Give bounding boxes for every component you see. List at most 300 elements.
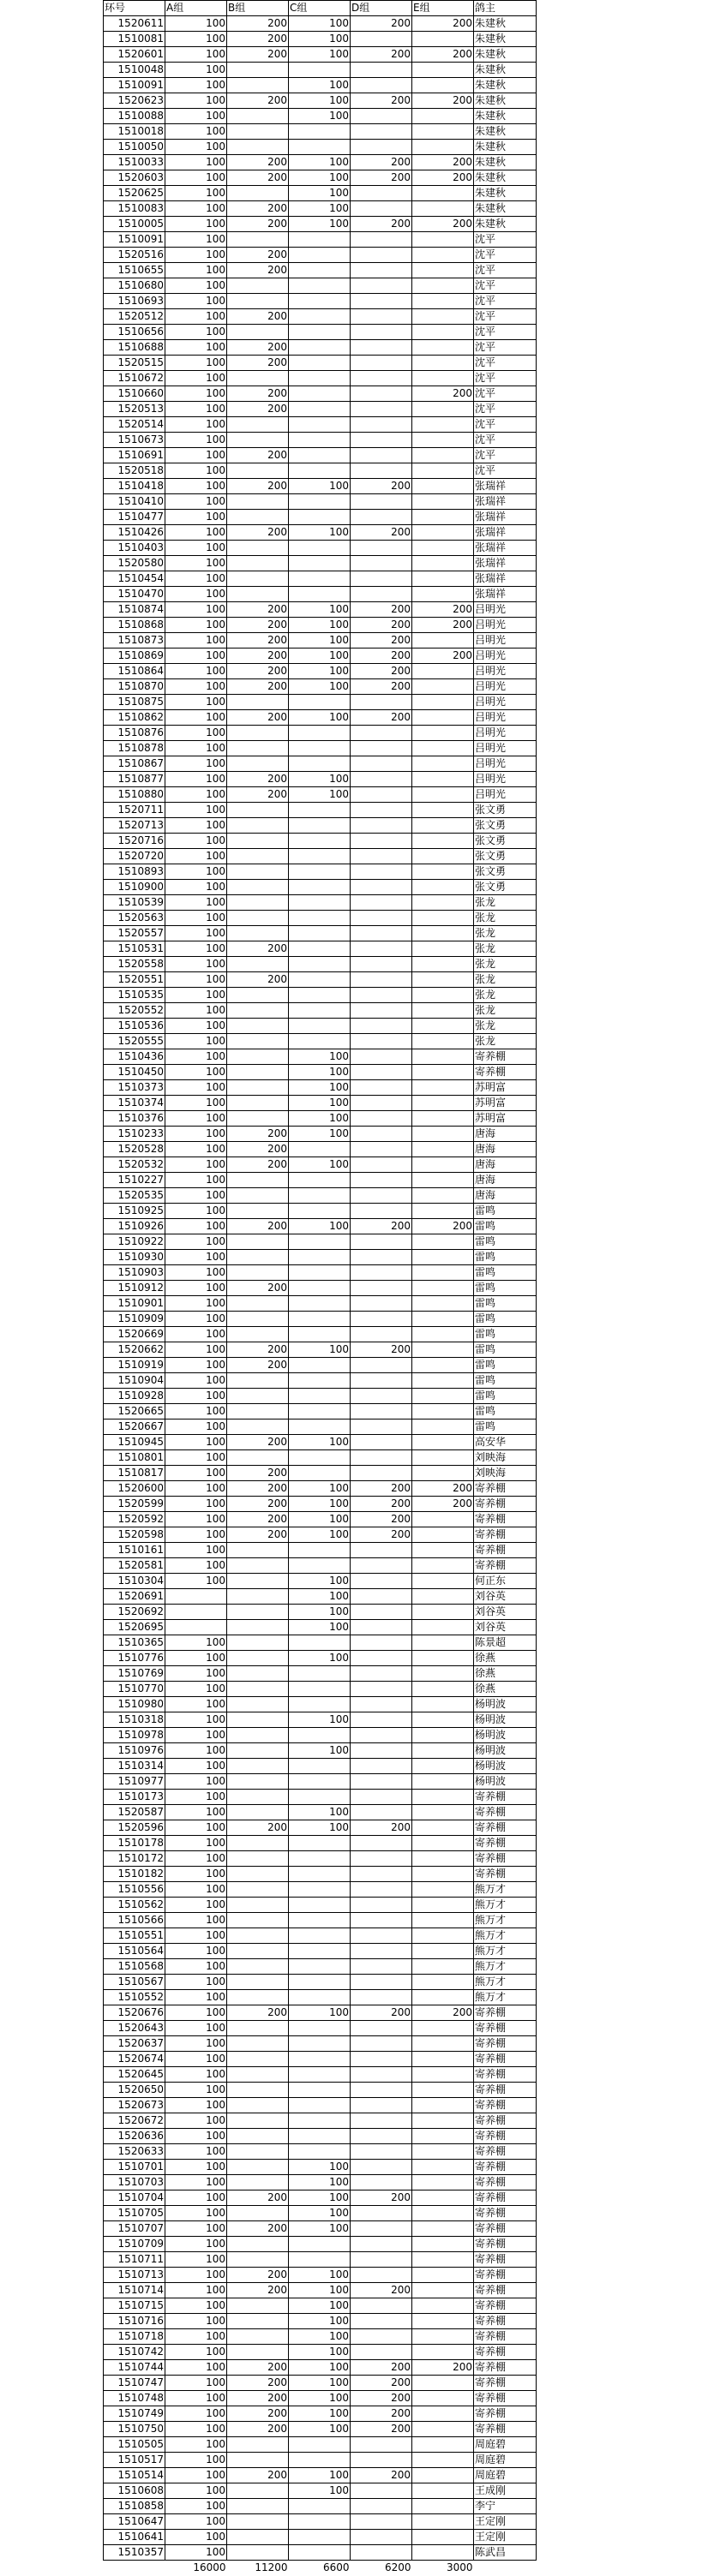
group-fee-cell: 100 bbox=[165, 1651, 227, 1666]
group-fee-cell: 100 bbox=[165, 1466, 227, 1481]
owner-cell: 吕明光 bbox=[474, 787, 537, 803]
group-fee-cell bbox=[289, 1188, 351, 1204]
group-fee-cell bbox=[227, 2052, 289, 2067]
group-fee-cell bbox=[289, 2252, 351, 2268]
table-row bbox=[104, 741, 537, 756]
group-fee-cell: 200 bbox=[351, 217, 412, 232]
group-fee-cell: 200 bbox=[351, 2190, 412, 2206]
group-fee-cell: 100 bbox=[165, 386, 227, 402]
group-fee-cell: 200 bbox=[351, 633, 412, 648]
group-fee-cell bbox=[289, 2499, 351, 2514]
group-fee-cell bbox=[351, 1281, 412, 1296]
table-row bbox=[104, 1435, 537, 1450]
group-fee-cell bbox=[227, 78, 289, 93]
group-fee-cell: 200 bbox=[351, 2391, 412, 2406]
group-fee-cell bbox=[412, 2268, 474, 2283]
group-fee-cell bbox=[227, 1389, 289, 1404]
group-fee-cell bbox=[289, 2113, 351, 2129]
group-fee-cell bbox=[227, 109, 289, 124]
group-fee-cell: 100 bbox=[165, 664, 227, 679]
table-row bbox=[104, 1250, 537, 1265]
group-fee-cell bbox=[351, 726, 412, 741]
group-fee-cell: 100 bbox=[289, 664, 351, 679]
ring-number-cell: 1520673 bbox=[104, 2098, 165, 2113]
group-fee-cell bbox=[412, 510, 474, 525]
owner-cell: 雷鸣 bbox=[474, 1389, 537, 1404]
group-fee-cell bbox=[289, 124, 351, 140]
group-fee-cell bbox=[289, 2129, 351, 2144]
owner-cell: 朱建秋 bbox=[474, 78, 537, 93]
group-fee-cell: 100 bbox=[289, 2160, 351, 2175]
group-fee-cell: 100 bbox=[289, 1127, 351, 1142]
owner-cell: 吕明光 bbox=[474, 741, 537, 756]
group-fee-cell: 100 bbox=[289, 648, 351, 664]
owner-cell: 寄养棚 bbox=[474, 2391, 537, 2406]
group-fee-cell: 100 bbox=[165, 340, 227, 356]
group-fee-cell bbox=[227, 541, 289, 556]
table-row bbox=[104, 2376, 537, 2391]
table-row bbox=[104, 1003, 537, 1019]
group-fee-cell bbox=[412, 1820, 474, 1836]
group-fee-cell: 100 bbox=[165, 1080, 227, 1096]
group-fee-cell bbox=[412, 741, 474, 756]
table-row bbox=[104, 1651, 537, 1666]
group-fee-cell bbox=[412, 1728, 474, 1743]
group-fee-cell bbox=[412, 124, 474, 140]
owner-cell: 张龙 bbox=[474, 1019, 537, 1034]
table-row bbox=[104, 263, 537, 278]
ring-number-cell: 1510182 bbox=[104, 1867, 165, 1882]
group-fee-cell: 200 bbox=[412, 602, 474, 618]
group-fee-cell bbox=[289, 1682, 351, 1697]
group-fee-cell: 100 bbox=[165, 1327, 227, 1342]
group-fee-cell bbox=[289, 941, 351, 957]
table-row bbox=[104, 2530, 537, 2545]
ring-number-cell: 1510608 bbox=[104, 2483, 165, 2499]
group-fee-cell bbox=[289, 1250, 351, 1265]
table-row bbox=[104, 1281, 537, 1296]
group-fee-cell bbox=[227, 1327, 289, 1342]
owner-cell: 张文勇 bbox=[474, 864, 537, 880]
ring-number-cell: 1510318 bbox=[104, 1712, 165, 1728]
owner-cell: 沈平 bbox=[474, 263, 537, 278]
group-fee-cell: 200 bbox=[227, 972, 289, 988]
owner-cell: 张龙 bbox=[474, 972, 537, 988]
table-row bbox=[104, 2237, 537, 2252]
table-row bbox=[104, 2144, 537, 2160]
ring-number-cell: 1520513 bbox=[104, 402, 165, 417]
group-fee-cell bbox=[351, 2221, 412, 2237]
ring-number-cell: 1520515 bbox=[104, 356, 165, 371]
group-fee-cell: 200 bbox=[227, 155, 289, 170]
ring-number-cell: 1510531 bbox=[104, 941, 165, 957]
group-fee-cell: 100 bbox=[165, 772, 227, 787]
owner-cell: 张文勇 bbox=[474, 880, 537, 895]
table-row bbox=[104, 2221, 537, 2237]
group-fee-cell: 100 bbox=[289, 2206, 351, 2221]
group-fee-cell: 100 bbox=[165, 1497, 227, 1512]
group-fee-cell: 100 bbox=[289, 93, 351, 109]
group-fee-cell bbox=[227, 1867, 289, 1882]
group-fee-cell bbox=[289, 1558, 351, 1574]
table-row bbox=[104, 1373, 537, 1389]
table-row bbox=[104, 1851, 537, 1867]
group-fee-cell: 200 bbox=[227, 2268, 289, 2283]
owner-cell: 寄养棚 bbox=[474, 2206, 537, 2221]
group-fee-cell bbox=[412, 1928, 474, 1944]
group-fee-cell: 200 bbox=[227, 2283, 289, 2298]
ring-number-cell: 1510903 bbox=[104, 1265, 165, 1281]
ring-number-cell: 1510930 bbox=[104, 1250, 165, 1265]
table-row bbox=[104, 1512, 537, 1527]
group-fee-cell bbox=[289, 294, 351, 309]
table-body bbox=[104, 16, 537, 2561]
group-fee-cell bbox=[412, 1882, 474, 1898]
group-fee-cell bbox=[351, 941, 412, 957]
group-fee-cell bbox=[351, 140, 412, 155]
ring-number-cell: 1510376 bbox=[104, 1111, 165, 1127]
group-fee-cell bbox=[412, 248, 474, 263]
ring-number-cell: 1510877 bbox=[104, 772, 165, 787]
table-row bbox=[104, 787, 537, 803]
group-fee-cell bbox=[412, 895, 474, 911]
table-row bbox=[104, 2468, 537, 2483]
group-fee-cell bbox=[412, 1188, 474, 1204]
group-fee-cell bbox=[412, 1003, 474, 1019]
totals-row bbox=[104, 2561, 537, 2576]
group-fee-cell bbox=[412, 1790, 474, 1805]
table-row bbox=[104, 63, 537, 78]
owner-cell: 雷鸣 bbox=[474, 1312, 537, 1327]
group-fee-cell bbox=[289, 2067, 351, 2083]
ring-number-cell: 1510536 bbox=[104, 1019, 165, 1034]
group-fee-cell: 100 bbox=[289, 2175, 351, 2190]
group-fee-cell bbox=[351, 1558, 412, 1574]
owner-cell: 张文勇 bbox=[474, 849, 537, 864]
group-fee-cell bbox=[351, 2113, 412, 2129]
ring-number-cell: 1510233 bbox=[104, 1127, 165, 1142]
group-fee-cell bbox=[227, 864, 289, 880]
group-fee-cell: 100 bbox=[165, 556, 227, 571]
group-fee-cell bbox=[227, 2160, 289, 2175]
group-fee-cell bbox=[227, 1111, 289, 1127]
group-fee-cell bbox=[289, 1281, 351, 1296]
table-row bbox=[104, 371, 537, 386]
table-row bbox=[104, 1157, 537, 1173]
owner-cell: 寄养棚 bbox=[474, 2160, 537, 2175]
group-fee-cell bbox=[227, 571, 289, 587]
group-fee-cell bbox=[289, 1003, 351, 1019]
group-fee-cell bbox=[351, 1003, 412, 1019]
owner-cell: 李宁 bbox=[474, 2499, 537, 2514]
group-fee-cell bbox=[351, 1450, 412, 1466]
group-fee-cell bbox=[351, 1419, 412, 1435]
group-fee-cell bbox=[227, 2036, 289, 2052]
group-fee-cell bbox=[289, 1450, 351, 1466]
group-fee-cell: 100 bbox=[289, 479, 351, 494]
table-row bbox=[104, 2406, 537, 2422]
group-fee-cell: 100 bbox=[165, 402, 227, 417]
group-fee-cell bbox=[351, 1712, 412, 1728]
group-fee-cell: 100 bbox=[165, 1944, 227, 1959]
table-row bbox=[104, 1635, 537, 1651]
ring-number-cell: 1510688 bbox=[104, 340, 165, 356]
group-fee-cell bbox=[289, 2545, 351, 2561]
group-fee-cell bbox=[289, 2052, 351, 2067]
owner-cell: 朱建秋 bbox=[474, 201, 537, 217]
group-fee-cell bbox=[351, 201, 412, 217]
total-cell bbox=[104, 2561, 165, 2576]
group-fee-cell: 100 bbox=[289, 201, 351, 217]
column-header: A组 bbox=[165, 1, 227, 16]
table-row bbox=[104, 1836, 537, 1851]
group-fee-cell bbox=[289, 2237, 351, 2252]
total-cell: 3000 bbox=[412, 2561, 474, 2576]
group-fee-cell: 200 bbox=[227, 602, 289, 618]
owner-cell: 寄养棚 bbox=[474, 2283, 537, 2298]
group-fee-cell bbox=[412, 1419, 474, 1435]
group-fee-cell bbox=[289, 402, 351, 417]
table-row bbox=[104, 309, 537, 325]
ring-number-cell: 1520599 bbox=[104, 1497, 165, 1512]
group-fee-cell: 200 bbox=[412, 1497, 474, 1512]
group-fee-cell: 100 bbox=[165, 818, 227, 834]
group-fee-cell bbox=[412, 803, 474, 818]
group-fee-cell: 100 bbox=[165, 849, 227, 864]
group-fee-cell: 100 bbox=[165, 1373, 227, 1389]
group-fee-cell bbox=[412, 1466, 474, 1481]
owner-cell: 寄养棚 bbox=[474, 2268, 537, 2283]
group-fee-cell bbox=[412, 2190, 474, 2206]
group-fee-cell bbox=[412, 556, 474, 571]
owner-cell: 雷鸣 bbox=[474, 1250, 537, 1265]
table-row bbox=[104, 571, 537, 587]
table-row bbox=[104, 926, 537, 941]
group-fee-cell bbox=[351, 849, 412, 864]
group-fee-cell: 200 bbox=[227, 2406, 289, 2422]
group-fee-cell: 100 bbox=[165, 1743, 227, 1759]
table-row bbox=[104, 2113, 537, 2129]
owner-cell: 寄养棚 bbox=[474, 2406, 537, 2422]
group-fee-cell: 100 bbox=[289, 679, 351, 695]
ring-number-cell: 1510749 bbox=[104, 2406, 165, 2422]
ring-number-cell: 1510660 bbox=[104, 386, 165, 402]
group-fee-cell bbox=[289, 1975, 351, 1990]
table-row bbox=[104, 32, 537, 47]
group-fee-cell bbox=[351, 1635, 412, 1651]
table-row bbox=[104, 2298, 537, 2314]
group-fee-cell: 100 bbox=[165, 1281, 227, 1296]
owner-cell: 张瑞祥 bbox=[474, 541, 537, 556]
ring-number-cell: 1510876 bbox=[104, 726, 165, 741]
group-fee-cell: 200 bbox=[412, 618, 474, 633]
group-fee-cell bbox=[351, 587, 412, 602]
group-fee-cell: 200 bbox=[351, 664, 412, 679]
group-fee-cell: 100 bbox=[165, 2499, 227, 2514]
group-fee-cell: 200 bbox=[351, 1219, 412, 1234]
group-fee-cell bbox=[289, 988, 351, 1003]
group-fee-cell: 100 bbox=[165, 1805, 227, 1820]
group-fee-cell: 200 bbox=[227, 448, 289, 463]
group-fee-cell bbox=[289, 587, 351, 602]
group-fee-cell bbox=[351, 2545, 412, 2561]
owner-cell: 寄养棚 bbox=[474, 2129, 537, 2144]
owner-cell: 刘映海 bbox=[474, 1450, 537, 1466]
group-fee-cell bbox=[412, 2345, 474, 2360]
ring-number-cell: 1520532 bbox=[104, 1157, 165, 1173]
group-fee-cell: 100 bbox=[165, 2036, 227, 2052]
group-fee-cell: 100 bbox=[165, 756, 227, 772]
ring-number-cell: 1520512 bbox=[104, 309, 165, 325]
group-fee-cell bbox=[412, 2021, 474, 2036]
group-fee-cell bbox=[227, 1790, 289, 1805]
group-fee-cell bbox=[412, 2175, 474, 2190]
group-fee-cell: 100 bbox=[289, 2345, 351, 2360]
group-fee-cell bbox=[412, 1913, 474, 1928]
group-fee-cell bbox=[412, 32, 474, 47]
group-fee-cell bbox=[351, 278, 412, 294]
group-fee-cell: 100 bbox=[165, 1435, 227, 1450]
owner-cell: 寄养棚 bbox=[474, 1527, 537, 1543]
ring-number-cell: 1510874 bbox=[104, 602, 165, 618]
group-fee-cell bbox=[351, 124, 412, 140]
group-fee-cell bbox=[412, 1435, 474, 1450]
owner-cell: 张瑞祥 bbox=[474, 587, 537, 602]
group-fee-cell bbox=[289, 541, 351, 556]
group-fee-cell bbox=[351, 1173, 412, 1188]
group-fee-cell bbox=[351, 433, 412, 448]
group-fee-cell bbox=[412, 2376, 474, 2391]
group-fee-cell: 100 bbox=[165, 1419, 227, 1435]
group-fee-cell bbox=[412, 849, 474, 864]
ring-number-cell: 1520535 bbox=[104, 1188, 165, 1204]
group-fee-cell: 200 bbox=[351, 1512, 412, 1527]
group-fee-cell bbox=[227, 1065, 289, 1080]
group-fee-cell: 100 bbox=[165, 2021, 227, 2036]
group-fee-cell bbox=[412, 2530, 474, 2545]
owner-cell: 雷鸣 bbox=[474, 1296, 537, 1312]
group-fee-cell: 100 bbox=[165, 2283, 227, 2298]
table-row bbox=[104, 2283, 537, 2298]
group-fee-cell: 100 bbox=[165, 371, 227, 386]
group-fee-cell bbox=[351, 1234, 412, 1250]
group-fee-cell bbox=[351, 1404, 412, 1419]
group-fee-cell: 100 bbox=[165, 988, 227, 1003]
group-fee-cell bbox=[351, 1898, 412, 1913]
table-row bbox=[104, 1450, 537, 1466]
table-row bbox=[104, 170, 537, 186]
group-fee-cell: 100 bbox=[165, 1928, 227, 1944]
table-row bbox=[104, 556, 537, 571]
group-fee-cell bbox=[227, 1774, 289, 1790]
table-row bbox=[104, 1358, 537, 1373]
group-fee-cell: 200 bbox=[227, 402, 289, 417]
table-row bbox=[104, 756, 537, 772]
group-fee-cell bbox=[412, 2468, 474, 2483]
ring-number-cell: 1510926 bbox=[104, 1219, 165, 1234]
group-fee-cell bbox=[289, 417, 351, 433]
group-fee-cell: 100 bbox=[289, 1512, 351, 1527]
owner-cell: 杨明波 bbox=[474, 1697, 537, 1712]
group-fee-cell bbox=[412, 1867, 474, 1882]
ring-number-cell: 1520528 bbox=[104, 1142, 165, 1157]
table-row bbox=[104, 957, 537, 972]
group-fee-cell bbox=[351, 1204, 412, 1219]
owner-cell: 张瑞祥 bbox=[474, 510, 537, 525]
group-fee-cell bbox=[412, 864, 474, 880]
ring-number-cell: 1510776 bbox=[104, 1651, 165, 1666]
group-fee-cell bbox=[227, 803, 289, 818]
group-fee-cell bbox=[412, 1712, 474, 1728]
table-row bbox=[104, 278, 537, 294]
group-fee-cell bbox=[412, 911, 474, 926]
group-fee-cell: 100 bbox=[165, 32, 227, 47]
group-fee-cell bbox=[412, 2221, 474, 2237]
owner-cell: 陈武昌 bbox=[474, 2545, 537, 2561]
owner-cell: 张龙 bbox=[474, 941, 537, 957]
group-fee-cell bbox=[412, 1558, 474, 1574]
group-fee-cell bbox=[227, 2175, 289, 2190]
ring-number-cell: 1520596 bbox=[104, 1820, 165, 1836]
group-fee-cell bbox=[227, 2345, 289, 2360]
group-fee-cell bbox=[289, 278, 351, 294]
group-fee-cell: 100 bbox=[165, 1836, 227, 1851]
group-fee-cell bbox=[289, 1759, 351, 1774]
ring-number-cell: 1510873 bbox=[104, 633, 165, 648]
ring-number-cell: 1520716 bbox=[104, 834, 165, 849]
ring-number-cell: 1510750 bbox=[104, 2422, 165, 2437]
group-fee-cell bbox=[412, 417, 474, 433]
group-fee-cell bbox=[227, 2514, 289, 2530]
group-fee-cell bbox=[412, 1157, 474, 1173]
group-fee-cell: 200 bbox=[227, 2391, 289, 2406]
owner-cell: 朱建秋 bbox=[474, 16, 537, 32]
group-fee-cell: 100 bbox=[289, 1805, 351, 1820]
group-fee-cell bbox=[351, 541, 412, 556]
group-fee-cell bbox=[351, 417, 412, 433]
group-fee-cell bbox=[412, 633, 474, 648]
group-fee-cell: 100 bbox=[165, 2083, 227, 2098]
table-row bbox=[104, 1574, 537, 1589]
group-fee-cell bbox=[351, 2237, 412, 2252]
owner-cell: 朱建秋 bbox=[474, 140, 537, 155]
group-fee-cell bbox=[227, 849, 289, 864]
owner-cell: 刘谷英 bbox=[474, 1589, 537, 1605]
group-fee-cell: 200 bbox=[227, 2005, 289, 2021]
table-row bbox=[104, 633, 537, 648]
group-fee-cell: 100 bbox=[165, 2175, 227, 2190]
group-fee-cell bbox=[227, 2483, 289, 2499]
ring-number-cell: 1520672 bbox=[104, 2113, 165, 2129]
group-fee-cell: 100 bbox=[165, 2406, 227, 2422]
group-fee-cell bbox=[227, 1851, 289, 1867]
table-row bbox=[104, 2067, 537, 2083]
owner-cell: 雷鸣 bbox=[474, 1204, 537, 1219]
group-fee-cell bbox=[227, 2129, 289, 2144]
ring-number-cell: 1510091 bbox=[104, 232, 165, 248]
group-fee-cell bbox=[412, 1512, 474, 1527]
table-row bbox=[104, 1682, 537, 1697]
group-fee-cell: 100 bbox=[165, 463, 227, 479]
group-fee-cell bbox=[227, 1913, 289, 1928]
ring-number-cell: 1510551 bbox=[104, 1928, 165, 1944]
group-fee-cell: 200 bbox=[351, 1342, 412, 1358]
owner-cell: 寄养棚 bbox=[474, 1049, 537, 1065]
group-fee-cell bbox=[289, 1543, 351, 1558]
group-fee-cell: 100 bbox=[165, 2144, 227, 2160]
group-fee-cell: 100 bbox=[165, 1450, 227, 1466]
owner-cell: 吕明光 bbox=[474, 602, 537, 618]
